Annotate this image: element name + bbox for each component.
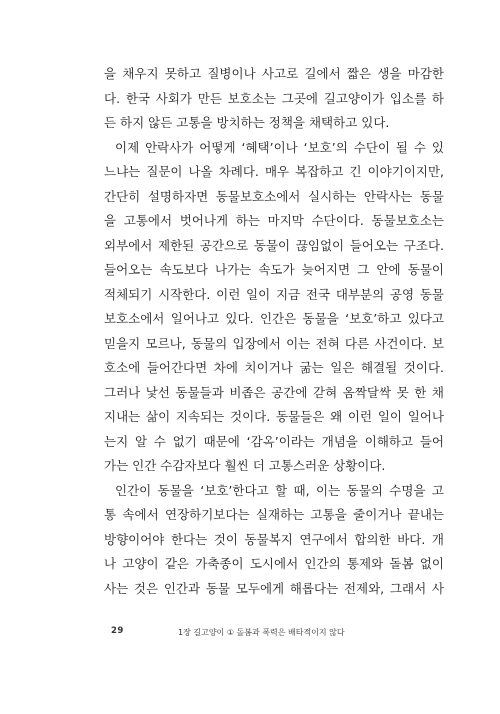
text-line: 인간이 동물을 ‘보호’한다고 할 때, 이는 동물의 수명을 고 (115, 482, 444, 498)
running-head: 1장 길고양이 ① 돌봄과 폭력은 배타적이지 않다 (178, 628, 345, 637)
page-footer (104, 626, 444, 642)
text-line: 그러나 낯선 동물들과 비좁은 공간에 갇혀 옴짝달싹 못 한 채 (104, 384, 444, 400)
text-line: 느냐는 질문이 나올 차례다. 매우 복잡하고 긴 이야기이지만, (104, 164, 444, 179)
text-line: 호소에 들어간다면 차에 치이거나 굶는 일은 해결될 것이다. (104, 360, 444, 375)
text-line: 지내는 삶이 지속되는 것이다. 동물들은 왜 이런 일이 일어나 (104, 409, 444, 424)
text-line: 사는 것은 인간과 동물 모두에게 해롭다는 전제와, 그래서 사 (104, 580, 444, 596)
text-line: 을 고통에서 벗어나게 하는 마지막 수단이다. 동물보호소는 (104, 213, 444, 228)
text-line: 방향이어야 한다는 것이 동물복지 연구에서 합의한 바다. 개 (104, 531, 444, 547)
body-text (104, 62, 444, 601)
text-line: 다. 한국 사회가 만든 보호소는 그곳에 길고양이가 입소를 하 (104, 90, 444, 106)
text-line: 외부에서 제한된 공간으로 동물이 끊임없이 들어오는 구조다. (104, 237, 444, 253)
text-line: 통 속에서 연장하기보다는 실재하는 고통을 줄이거나 끝내는 (104, 507, 444, 522)
page-number: 29 (111, 626, 124, 636)
text-line: 나 고양이 같은 가축종이 도시에서 인간의 통제와 돌봄 없이 (104, 556, 444, 571)
text-line: 적체되기 시작한다. 이런 일이 지금 전국 대부분의 공영 동물 (104, 286, 444, 302)
text-line: 들어오는 속도보다 나가는 속도가 늦어지면 그 안에 동물이 (104, 262, 444, 277)
text-line: 을 채우지 못하고 질병이나 사고로 길에서 짧은 생을 마감한 (104, 66, 444, 81)
text-line: 가는 인간 수감자보다 훨씬 더 고통스러운 상황이다. (104, 458, 386, 473)
text-line: 이제 안락사가 어떻게 ‘혜택’이나 ‘보호’의 수단이 될 수 있 (115, 139, 444, 155)
text-line: 보호소에서 일어나고 있다. 인간은 동물을 ‘보호’하고 있다고 (104, 311, 444, 326)
text-line: 간단히 설명하자면 동물보호소에서 실시하는 안락사는 동물 (104, 188, 444, 204)
text-line: 든 하지 않든 고통을 방치하는 정책을 채택하고 있다. (104, 115, 390, 130)
text-line: 는지 알 수 없기 때문에 ‘감옥’이라는 개념을 이해하고 들어 (104, 433, 444, 449)
text-line: 믿을지 모르나, 동물의 입장에서 이는 전혀 다른 사건이다. 보 (104, 335, 444, 351)
